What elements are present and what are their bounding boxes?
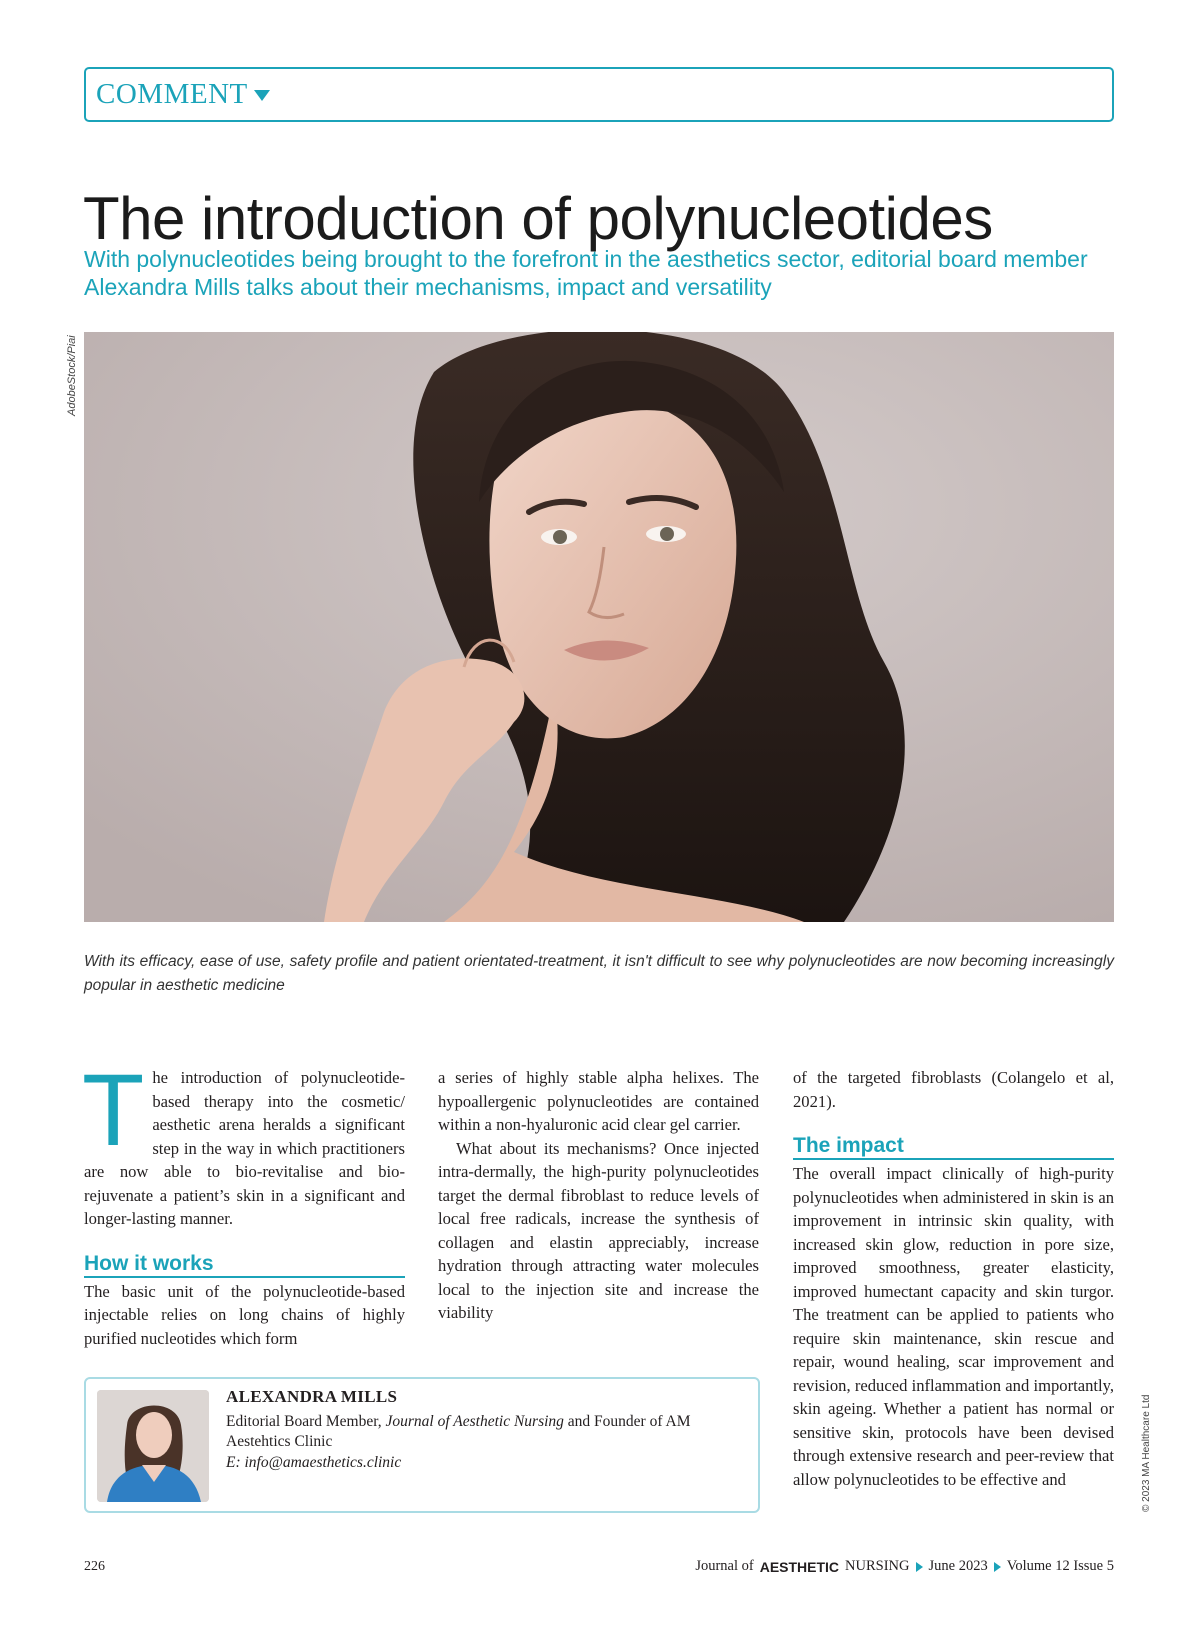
image-caption: With its efficacy, ease of use, safety profile and patient orientated-treatment, it isn't difficult to see why polynucleotides are now becoming increasingly popular in aesthetic medicine — [84, 953, 1114, 994]
author-avatar — [97, 1390, 209, 1502]
paragraph-how-it-works: The basic unit of the polynucleotide-based injectable relies on long chains of highly purified nucleotides which form — [84, 1281, 405, 1348]
author-role — [226, 1412, 746, 1452]
paragraph-fibroblasts: of the targeted fibroblasts (Colangelo et al, 2021). — [793, 1068, 1114, 1111]
article-title: The introduction of polynucleotides — [83, 185, 993, 252]
copyright-notice: © 2023 MA Healthcare Ltd — [1141, 1394, 1152, 1512]
subhead-how-it-works: How it works — [84, 1251, 405, 1278]
running-footer — [695, 1558, 1114, 1575]
footer-journal-suffix: NURSING — [845, 1558, 910, 1574]
subhead-impact: The impact — [793, 1133, 1114, 1160]
hero-image — [84, 332, 1114, 922]
triangle-right-icon — [994, 1562, 1001, 1572]
article-column-3 — [793, 1066, 1114, 1491]
paragraph-impact: The overall impact clinically of high-purity polynucleotides when administered in skin is an improvement in intrinsic skin quality, with increased skin glow, reduction in pore size, improved smoothness, greater elasticity, improved humectant capacity and skin turgor. The treatment can be applied to patients who require skin maintenance, skin rescue and repair, wound healing, scar improvement and revision, reduced inflammation and importantly, skin ageing. Whether a patient has normal or sensitive skin, protocols have been devised through extensive research and peer-review that allow polynucleotides to be effective and — [793, 1164, 1114, 1489]
article-standfirst: With polynucleotides being brought to the forefront in the aesthetics sector, editorial board member Alexandra Mills talks about their mechanisms, impact and versatility — [84, 246, 1088, 300]
footer-journal-bold: AESTHETIC — [759, 1558, 840, 1575]
footer-date: June 2023 — [928, 1558, 988, 1574]
page-number: 226 — [84, 1559, 105, 1574]
triangle-right-icon — [916, 1562, 923, 1572]
author-role-prefix: Editorial Board Member, — [226, 1413, 386, 1430]
footer-journal-prefix: Journal of — [695, 1558, 754, 1574]
article-column-1 — [82, 1053, 405, 1350]
section-header — [84, 67, 1114, 122]
portrait-illustration — [84, 332, 1114, 922]
intro-paragraph: he introduction of polynucleotide-based therapy into the cosmetic/ aesthetic arena heralds a significant step in the way in which practitioners are now able to bio-revitalise and bio-rejuvenate a patient’s skin in a significant and longer-lasting manner. — [84, 1068, 405, 1228]
author-journal: Journal of Aesthetic Nursing — [385, 1413, 564, 1430]
drop-cap: T — [82, 1053, 145, 1167]
photo-credit: AdobeStock/Piai — [66, 335, 78, 416]
author-box — [84, 1377, 760, 1513]
paragraph-mechanisms: What about its mechanisms? Once injected intra-dermally, the high-purity polynucleotides target the dermal fibroblast to reduce levels of local free radicals, increase the synthesis of collagen and elastin appreciably, increase hydration through attracting water molecules local to the injection site and increase the viability — [438, 1138, 759, 1322]
author-email[interactable]: E: info@amaesthetics.clinic — [226, 1454, 402, 1471]
paragraph-helixes: a series of highly stable alpha helixes. The hypoallergenic polynucleotides are contained within a non-hyaluronic acid clear gel carrier. — [438, 1068, 759, 1134]
author-name: ALEXANDRA MILLS — [226, 1387, 398, 1406]
article-column-2 — [438, 1066, 759, 1325]
caret-down-icon — [254, 90, 270, 101]
author-role-suffix: and Founder of AM Aestehtics Clinic — [226, 1413, 691, 1450]
section-label: COMMENT — [96, 78, 248, 110]
footer-issue: Volume 12 Issue 5 — [1006, 1558, 1114, 1574]
